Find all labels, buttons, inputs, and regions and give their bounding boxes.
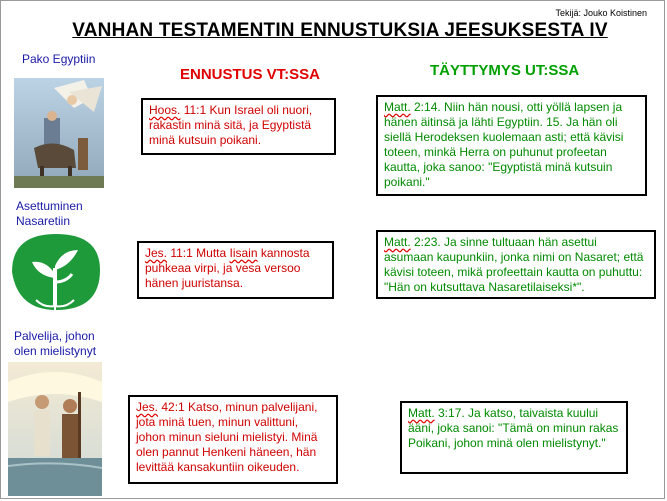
baptism-image [8, 362, 102, 496]
fulfillment-box-matthew-2-23 [376, 230, 656, 299]
prophecy-column-heading: ENNUSTUS VT:SSA [180, 66, 321, 83]
fulfillment-column-heading: TÄYTTYMYS UT:SSA [430, 62, 580, 79]
prophecy-box-isaiah-11 [137, 241, 334, 299]
prophecy-box-isaiah-42 [128, 395, 338, 484]
fulfillment-box-matthew-2-14 [376, 95, 647, 196]
fulfillment-ref: Matt. [384, 100, 411, 114]
fulfillment-text: 2:23. Ja sinne tultuaan hän asettui asumaan kaupunkiin, jonka nimi on Nasaret; että kävisi toteen, mikä profeettain kautta on puhuttu: "Hän on kutsuttava Nasaretilaiseksi*". [384, 235, 644, 294]
prophecy-box-hosea [141, 98, 336, 155]
row-label-settling-in-nazareth: Asettuminen Nasaretiin [16, 199, 83, 228]
flight-to-egypt-image [14, 78, 104, 188]
author-credit: Tekijä: Jouko Koistinen [555, 8, 647, 18]
prophecy-ref-iisai: Iisain [229, 246, 258, 260]
prophecy-ref: Jes. [145, 246, 168, 260]
prophecy-text: 11:1 Kun Israel oli nuori, rakastin minä sitä, ja Egyptistä minä kutsuin poikani. [149, 103, 313, 147]
fulfillment-ref: Matt. [408, 406, 435, 420]
row-label-flight-to-egypt: Pako Egyptiin [22, 52, 96, 66]
fulfillment-ref: Matt. [384, 235, 411, 249]
prophecy-ref: Jes. [136, 400, 159, 414]
page-title: VANHAN TESTAMENTIN ENNUSTUKSIA JEESUKSESTA IV [72, 20, 608, 41]
fulfillment-text: 3:17. Ja katso, taivaista kuului ääni, joka sanoi: "Tämä on minun rakas Poikani, johon minä olen mielistynyt." [408, 406, 619, 450]
prophecy-ref: Hoos. [149, 103, 181, 117]
fulfillment-text: 2:14. Niin hän nousi, otti yöllä lapsen ja hänen äitinsä ja lähti Egyptiin. 15. Ja hän oli siellä Herodeksen kuolemaan asti; että kävisi toteen, minkä Herra on puhunut profeetan kautta, joka sanoo: "Egyptistä minä kutsuin poikani." [384, 100, 624, 189]
prophecy-text-b: kannosta puhkeaa virpi, ja vesa versoo hänen juuristansa. [145, 246, 310, 290]
sprout-leaf-icon [8, 230, 102, 314]
row-label-servant: Palvelija, johon olen mielistynyt [14, 329, 97, 358]
prophecy-text-a: 11:1 Mutta [167, 246, 230, 260]
prophecy-text: 42:1 Katso, minun palvelijani, jota minä tuen, minun valittuni, johon minun sieluni mielistyi. Minä olen pannut Henkeni häneen, hän levittää kansakuntiin oikeuden. [136, 400, 318, 474]
fulfillment-box-matthew-3-17 [400, 401, 628, 474]
